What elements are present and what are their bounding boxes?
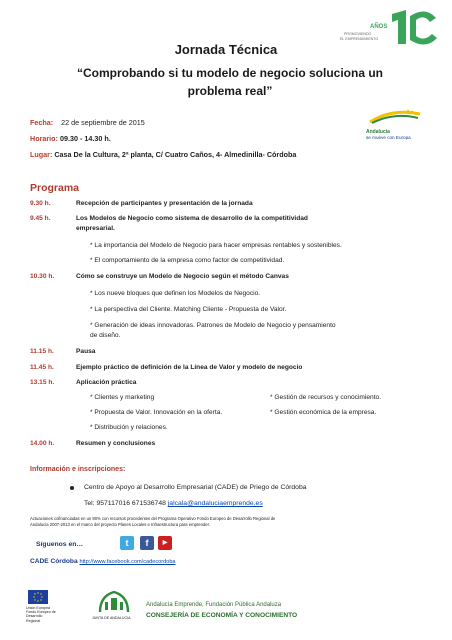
- horario-label: Horario:: [30, 134, 58, 143]
- sub-item: * Los nueve bloques que definen los Modelos de Negocio.: [90, 290, 261, 297]
- lugar-row: [30, 150, 296, 159]
- sub-item-right: * Gestión económica de la empresa.: [270, 409, 377, 416]
- programa-heading: Programa: [30, 182, 80, 194]
- siguenos-label: Síguenos en…: [36, 541, 84, 548]
- page-subtitle: [60, 64, 400, 100]
- eu-flag-icon: [28, 590, 48, 604]
- item-time: 11.15 h.: [30, 348, 54, 355]
- item-time: 10.30 h.: [30, 273, 55, 280]
- junta-emblem-icon: [94, 588, 134, 614]
- youtube-icon[interactable]: ▶: [158, 536, 172, 550]
- junta-caption: JUNTA DE ANDALUCIA: [92, 616, 131, 620]
- item-time: 13.15 h.: [30, 379, 55, 386]
- bullet-icon: [70, 486, 74, 490]
- sub-item: * La importancia del Modelo de Negocio para hacer empresas rentables y sostenibles.: [90, 242, 342, 249]
- facebook-icon[interactable]: f: [140, 536, 154, 550]
- sub-item: * Clientes y marketing: [90, 394, 155, 401]
- item-text: Los Modelos de Negocio como sistema de desarrollo de la competitividad: [76, 215, 308, 222]
- eu-caption: [26, 606, 56, 623]
- sub-item: * Distribución y relaciones.: [90, 424, 168, 431]
- info-heading: Información e inscripciones:: [30, 466, 126, 473]
- consejeria-text: CONSEJERÍA DE ECONOMÍA Y CONOCIMIENTO: [146, 612, 298, 619]
- item-text: Ejemplo práctico de definición de la Línea de Valor y modelo de negocio: [76, 364, 303, 371]
- andalucia-logo-line-2: se mueve con Europa: [366, 135, 411, 140]
- eu-text-1: Unión Europea: [26, 606, 50, 610]
- item-time: 9.30 h.: [30, 200, 51, 207]
- horario-row: [30, 134, 111, 143]
- item-text: Pausa: [76, 348, 96, 355]
- page-title: Jornada Técnica: [174, 42, 278, 57]
- sub-item: * La perspectiva del Cliente. Matching Cliente - Propuesta de Valor.: [90, 306, 287, 313]
- centro-text: Centro de Apoyo al Desarrollo Empresarial (CADE) de Priego de Córdoba: [84, 484, 307, 491]
- sub-item: * El comportamiento de la empresa como factor de competitividad.: [90, 257, 285, 264]
- andalucia-logo-line-1: Andalucía: [366, 129, 390, 135]
- logo-sub-1: PROMOVIENDO: [344, 32, 372, 36]
- item-text: Resumen y conclusiones: [76, 440, 156, 447]
- sub-item-right: * Gestión de recursos y conocimiento.: [270, 394, 382, 401]
- eu-text-2: Fondo Europeo de Desarrollo Regional: [26, 610, 56, 623]
- lugar-label: Lugar:: [30, 150, 53, 159]
- cofinancing-note: [30, 516, 425, 528]
- fecha-label: Fecha:: [30, 118, 54, 127]
- sub-item: * Propuesta de Valor. Innovación en la oferta.: [90, 409, 223, 416]
- cade-facebook-link[interactable]: http://www.facebook.com/cadecordoba: [79, 559, 176, 565]
- sub-item: de diseño.: [90, 332, 121, 339]
- item-text: Aplicación práctica: [76, 379, 137, 386]
- fecha-value: 22 de septiembre de 2015: [61, 118, 145, 127]
- item-text: Recepción de participantes y presentación de la jornada: [76, 200, 253, 207]
- junta-andalucia-logo: [94, 588, 134, 614]
- item-time: 11.45 h.: [30, 364, 54, 371]
- lugar-value: Casa De la Cultura, 2ª planta, C/ Cuatro Caños, 4- Almedinilla- Córdoba: [54, 150, 297, 159]
- cade-label: CADE Córdoba: [30, 558, 78, 565]
- fecha-row: [30, 118, 145, 127]
- andalucia-europa-graphic: [362, 108, 426, 124]
- item-text-cont: empresarial.: [76, 225, 115, 232]
- sub-item: * Generación de ideas innovadoras. Patrones de Modelo de Negocio y pensamiento: [90, 322, 336, 329]
- subtitle-line-1: “Comprobando si tu modelo de negocio soluciona un: [76, 66, 383, 80]
- item-text: Cómo se construye un Modelo de Negocio según el método Canvas: [76, 273, 289, 280]
- note-line-1: Actuaciones cofinanciadas en un 80% con recursos procedentes del Programa Operativo Fondo Europeo de Desarrollo Regional de: [30, 516, 276, 521]
- logo-years-label: AÑOS: [370, 24, 388, 30]
- twitter-icon[interactable]: t: [120, 536, 134, 550]
- item-time: 9.45 h.: [30, 215, 51, 222]
- tel-text: Tel: 957117016 671536748: [84, 500, 166, 507]
- email-link[interactable]: jalcala@andaluciaemprende.es: [167, 500, 263, 507]
- subtitle-line-2: problema real”: [187, 84, 273, 98]
- tel-row: [84, 500, 263, 507]
- item-time: 14.00 h.: [30, 440, 55, 447]
- cade-row: [30, 558, 176, 565]
- logo-sub-2: EL EMPRENDIMIENTO: [340, 37, 379, 41]
- andalucia-europa-logo: [362, 108, 426, 138]
- note-line-2: Andalucía 2007-2013 en el marco del proyecto Planes Locales e Infraestructura para emprender.: [30, 522, 210, 527]
- eu-stars-icon: [28, 590, 48, 604]
- andalucia-emprende-text: Andalucía Emprende, Fundación Pública Andaluza: [146, 602, 282, 608]
- horario-value: 09.30 - 14.30 h.: [59, 134, 111, 143]
